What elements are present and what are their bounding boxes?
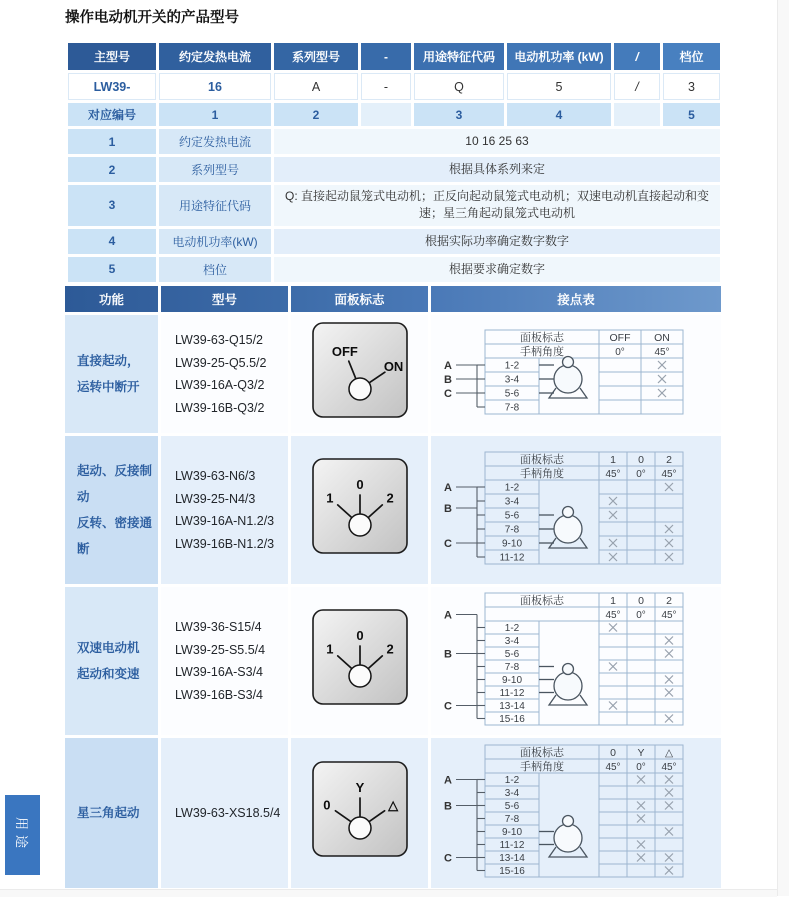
svg-text:0°: 0° bbox=[636, 469, 646, 480]
svg-text:A: A bbox=[444, 609, 452, 622]
svg-text:5-6: 5-6 bbox=[504, 510, 520, 522]
function-cell bbox=[65, 738, 158, 888]
svg-text:13-14: 13-14 bbox=[499, 853, 525, 864]
svg-text:0: 0 bbox=[322, 797, 330, 813]
svg-text:7-8: 7-8 bbox=[504, 524, 520, 536]
note-number: 2 bbox=[68, 157, 156, 182]
svg-text:A: A bbox=[444, 774, 452, 787]
svg-text:5-6: 5-6 bbox=[504, 388, 520, 400]
svg-text:45°: 45° bbox=[661, 610, 677, 621]
model-number: LW39-16B-Q3/2 bbox=[175, 400, 265, 415]
function-cell bbox=[65, 587, 158, 735]
svg-text:45°: 45° bbox=[661, 469, 677, 480]
model-code-cell: 5 bbox=[507, 73, 611, 100]
contact-table-cell bbox=[431, 587, 721, 735]
svg-text:0: 0 bbox=[610, 747, 616, 759]
function-label-line: 反转、密接通断 bbox=[77, 516, 153, 557]
panel-switch-icon bbox=[297, 754, 423, 872]
panel-marking-cell bbox=[291, 315, 428, 433]
model-code-cell: 3 bbox=[663, 73, 720, 100]
svg-text:2: 2 bbox=[385, 490, 394, 506]
note-label: 档位 bbox=[159, 257, 271, 282]
model-list-cell bbox=[161, 315, 288, 433]
svg-text:45°: 45° bbox=[661, 762, 677, 773]
model-table-header-cell: 用途特征代码 bbox=[414, 43, 504, 70]
svg-text:B: B bbox=[444, 503, 452, 515]
index-cell: 5 bbox=[663, 103, 720, 126]
index-cell bbox=[361, 103, 411, 126]
note-label: 用途特征代码 bbox=[159, 185, 271, 226]
svg-text:2: 2 bbox=[666, 454, 672, 466]
model-number: LW39-25-N4/3 bbox=[175, 491, 256, 506]
note-number: 1 bbox=[68, 129, 156, 154]
model-number: LW39-63-N6/3 bbox=[175, 469, 256, 483]
contact-diagram bbox=[439, 450, 705, 570]
svg-text:A: A bbox=[444, 360, 452, 372]
svg-text:0: 0 bbox=[355, 477, 364, 492]
svg-text:OFF: OFF bbox=[609, 332, 631, 344]
note-description: 10 16 25 63 bbox=[274, 129, 720, 154]
svg-text:9-10: 9-10 bbox=[501, 827, 523, 838]
model-table-header-cell: 档位 bbox=[663, 43, 720, 70]
motor-icon bbox=[539, 357, 587, 399]
model-table-header-cell: 约定发热电流 bbox=[159, 43, 271, 70]
svg-text:45°: 45° bbox=[605, 762, 621, 773]
model-code-cell: 16 bbox=[159, 73, 271, 100]
svg-text:45°: 45° bbox=[605, 610, 621, 621]
index-cell: 2 bbox=[274, 103, 358, 126]
svg-text:7-8: 7-8 bbox=[504, 402, 520, 414]
svg-text:手柄角度: 手柄角度 bbox=[520, 761, 564, 773]
index-cell: 1 bbox=[159, 103, 271, 126]
function-label-line: 起动、反接制动 bbox=[77, 463, 153, 504]
svg-text:面板标志: 面板标志 bbox=[520, 454, 564, 466]
model-list-cell bbox=[161, 587, 288, 735]
motor-icon bbox=[539, 664, 587, 706]
svg-text:9-10: 9-10 bbox=[501, 538, 523, 550]
contact-diagram bbox=[439, 591, 705, 731]
index-cell bbox=[614, 103, 660, 126]
svg-text:2: 2 bbox=[666, 595, 672, 607]
svg-text:0°: 0° bbox=[636, 610, 646, 621]
svg-text:△: △ bbox=[387, 797, 398, 813]
svg-text:45°: 45° bbox=[654, 347, 670, 358]
svg-text:11-12: 11-12 bbox=[499, 552, 525, 564]
index-cell: 3 bbox=[414, 103, 504, 126]
svg-text:15-16: 15-16 bbox=[499, 866, 525, 877]
note-number: 4 bbox=[68, 229, 156, 254]
svg-text:45°: 45° bbox=[605, 469, 621, 480]
model-list-cell bbox=[161, 436, 288, 584]
model-number: LW39-16A-S3/4 bbox=[175, 665, 264, 679]
note-number: 5 bbox=[68, 257, 156, 282]
svg-text:OFF: OFF bbox=[331, 343, 358, 359]
svg-text:B: B bbox=[444, 800, 452, 813]
svg-text:11-12: 11-12 bbox=[499, 688, 525, 699]
function-cell bbox=[65, 436, 158, 584]
svg-text:1-2: 1-2 bbox=[504, 623, 520, 634]
model-table-header-cell: - bbox=[361, 43, 411, 70]
svg-text:1: 1 bbox=[325, 490, 334, 506]
svg-text:面板标志: 面板标志 bbox=[520, 595, 564, 607]
model-table-header-cell: 系列型号 bbox=[274, 43, 358, 70]
model-number: LW39-25-S5.5/4 bbox=[175, 642, 266, 657]
contact-diagram bbox=[439, 743, 705, 883]
svg-text:面板标志: 面板标志 bbox=[520, 747, 564, 759]
svg-text:△: △ bbox=[664, 747, 674, 759]
model-code-cell: Q bbox=[414, 73, 504, 100]
svg-text:C: C bbox=[444, 700, 452, 713]
svg-text:9-10: 9-10 bbox=[501, 675, 523, 686]
svg-text:1-2: 1-2 bbox=[504, 482, 520, 494]
side-tab[interactable] bbox=[5, 795, 40, 875]
function-table bbox=[65, 286, 722, 888]
model-number: LW39-16A-N1.2/3 bbox=[175, 514, 275, 528]
svg-text:B: B bbox=[444, 374, 452, 386]
model-list-cell bbox=[161, 738, 288, 888]
svg-text:1: 1 bbox=[610, 454, 616, 466]
model-number: LW39-63-XS18.5/4 bbox=[175, 805, 281, 820]
note-description: Q: 直接起动鼠笼式电动机；正反向起动鼠笼式电动机；双速电动机直接起动和变速；星三角起动鼠笼式电动机 bbox=[274, 185, 720, 226]
function-table-header-cell: 型号 bbox=[161, 286, 288, 312]
svg-text:0: 0 bbox=[638, 595, 644, 607]
note-label: 约定发热电流 bbox=[159, 129, 271, 154]
svg-text:0°: 0° bbox=[636, 762, 646, 773]
svg-text:7-8: 7-8 bbox=[504, 814, 520, 825]
model-spec-table bbox=[65, 40, 723, 285]
svg-text:3-4: 3-4 bbox=[504, 374, 520, 386]
svg-text:3-4: 3-4 bbox=[504, 788, 520, 799]
function-cell bbox=[65, 315, 158, 433]
side-tab-label: 用途 bbox=[14, 816, 29, 853]
note-description: 根据实际功率确定数字数字 bbox=[274, 229, 720, 254]
motor-icon bbox=[539, 816, 587, 858]
panel-switch-icon bbox=[297, 451, 423, 569]
function-label-line: 起动和变速 bbox=[77, 667, 140, 681]
svg-text:面板标志: 面板标志 bbox=[520, 332, 564, 344]
model-table-header-cell: 主型号 bbox=[68, 43, 156, 70]
model-number: LW39-16B-S3/4 bbox=[175, 687, 264, 702]
model-code-cell: LW39- bbox=[68, 73, 156, 100]
page-title: 操作电动机开关的产品型号 bbox=[65, 10, 239, 26]
function-table-header-cell: 功能 bbox=[65, 286, 158, 312]
svg-text:0: 0 bbox=[355, 628, 364, 643]
motor-icon bbox=[539, 507, 587, 549]
panel-marking-cell bbox=[291, 738, 428, 888]
model-table-header-cell: 电动机功率 (kW) bbox=[507, 43, 611, 70]
svg-text:C: C bbox=[444, 852, 452, 865]
svg-text:手柄角度: 手柄角度 bbox=[520, 468, 564, 480]
index-cell: 对应编号 bbox=[68, 103, 156, 126]
page-right-edge bbox=[777, 0, 789, 896]
model-code-cell: - bbox=[361, 73, 411, 100]
model-number: LW39-16A-Q3/2 bbox=[175, 378, 265, 392]
function-table-header-cell: 接点表 bbox=[431, 286, 721, 312]
model-table-header-cell: / bbox=[614, 43, 660, 70]
svg-text:C: C bbox=[444, 538, 452, 550]
note-number: 3 bbox=[68, 185, 156, 226]
svg-text:5-6: 5-6 bbox=[504, 649, 520, 660]
contact-table-cell bbox=[431, 436, 721, 584]
model-number: LW39-63-Q15/2 bbox=[175, 333, 264, 347]
panel-marking-cell bbox=[291, 436, 428, 584]
svg-text:Y: Y bbox=[355, 780, 364, 795]
svg-text:Y: Y bbox=[637, 747, 645, 759]
panel-switch-icon bbox=[297, 602, 423, 720]
svg-text:ON: ON bbox=[654, 332, 670, 344]
panel-switch-icon bbox=[297, 315, 423, 433]
index-cell: 4 bbox=[507, 103, 611, 126]
function-table-header-cell: 面板标志 bbox=[291, 286, 428, 312]
model-code-cell: / bbox=[614, 73, 660, 100]
svg-text:11-12: 11-12 bbox=[499, 840, 525, 851]
svg-text:C: C bbox=[444, 388, 452, 400]
svg-text:0°: 0° bbox=[615, 347, 625, 358]
model-number: LW39-25-Q5.5/2 bbox=[175, 355, 267, 370]
svg-text:7-8: 7-8 bbox=[504, 662, 520, 673]
model-number: LW39-36-S15/4 bbox=[175, 620, 262, 634]
svg-text:A: A bbox=[444, 482, 452, 494]
note-description: 根据具体系列来定 bbox=[274, 157, 720, 182]
model-code-cell: A bbox=[274, 73, 358, 100]
svg-text:3-4: 3-4 bbox=[504, 496, 520, 508]
svg-text:13-14: 13-14 bbox=[499, 701, 525, 712]
note-label: 电动机功率(kW) bbox=[159, 229, 271, 254]
function-label-line: 双速电动机 bbox=[77, 640, 140, 655]
function-label-line: 直接起动， bbox=[77, 353, 140, 368]
contact-table-cell bbox=[431, 315, 721, 433]
svg-text:1: 1 bbox=[325, 641, 334, 657]
svg-text:手柄角度: 手柄角度 bbox=[520, 346, 564, 358]
function-label-line: 星三角起动 bbox=[77, 805, 140, 820]
svg-text:5-6: 5-6 bbox=[504, 801, 520, 812]
svg-text:1-2: 1-2 bbox=[504, 775, 520, 786]
note-description: 根据要求确定数字 bbox=[274, 257, 720, 282]
function-label-line: 运转中断开 bbox=[77, 380, 140, 394]
model-number: LW39-16B-N1.2/3 bbox=[175, 536, 275, 551]
note-label: 系列型号 bbox=[159, 157, 271, 182]
svg-text:1: 1 bbox=[610, 595, 616, 607]
panel-marking-cell bbox=[291, 587, 428, 735]
svg-text:3-4: 3-4 bbox=[504, 636, 520, 647]
svg-text:ON: ON bbox=[383, 358, 403, 374]
svg-text:15-16: 15-16 bbox=[499, 714, 525, 725]
svg-text:0: 0 bbox=[638, 454, 644, 466]
svg-text:1-2: 1-2 bbox=[504, 360, 520, 372]
svg-text:2: 2 bbox=[385, 641, 394, 657]
contact-diagram bbox=[439, 328, 705, 420]
contact-table-cell bbox=[431, 738, 721, 888]
svg-text:B: B bbox=[444, 648, 452, 661]
